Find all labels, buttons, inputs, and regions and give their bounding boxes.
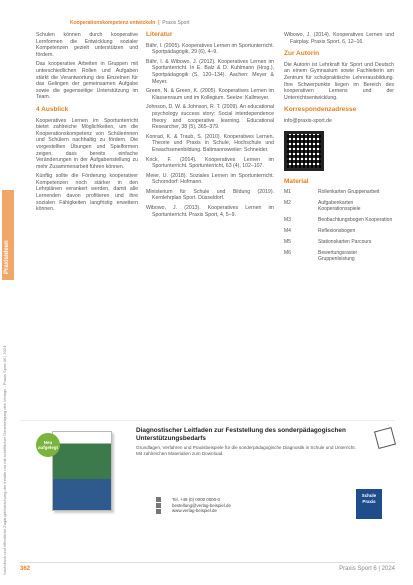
reference-item: Bähr, I. & Wibowo, J. (2012). Kooperatives Lernen im Sportunterricht. In E. Balz & D. Kuhlmann (Hrsg.), Sportpädagogik (S. 120–134). Aachen: Meyer & Meyer. <box>146 58 274 85</box>
contact-email[interactable]: info@praxis-sport.de <box>284 117 332 124</box>
column-1 <box>36 32 138 216</box>
reference-item: Wibowo, J. (2013). Kooperatives Lernen im Sportunterricht. Praxis Sport, 4, 5–9. <box>146 205 274 218</box>
reference-item: Johnson, D. W. & Johnson, R. T. (2009). An educational psychology success story: Social interdependence theory and cooperative learning. Educational Researcher, 38 (5), 365–379. <box>146 104 274 131</box>
material-item <box>284 250 394 262</box>
journal-issue: Praxis Sport 6 | 2024 <box>339 566 395 572</box>
intro-paragraph: Das kooperative Arbeiten in Gruppen mit unterschiedlichen Rollen und Aufgaben stärkt die Verantwortung des Einzelnen für das Gelingen der gemeinsamen Aufgabe sowie die gegenseitige Unterstützung im Team. <box>36 61 138 101</box>
material-title: Stationskarten Parcours <box>318 239 372 246</box>
section-heading-material: Material <box>284 177 309 185</box>
material-title: Bewertungsraster Gruppenleistung <box>318 250 358 263</box>
ad-website[interactable]: www.verlag-beispiel.de <box>172 508 217 514</box>
side-copyright-text: Nachdruck und öffentliche Zugänglichmachung der Inhalte nur mit schriftlicher Genehmigung des Verlags - Praxis Sport 06 | 2024 <box>2 345 7 575</box>
section-tab-label: Praxisideen <box>4 240 10 274</box>
page-number: 362 <box>20 566 31 572</box>
material-item <box>284 217 394 223</box>
author-bio: Die Autorin ist Lehrkraft für Sport und Deutsch an einem Gymnasium sowie Fachleiterin am Zentrum für schulpraktische Lehrerausbildung. Ihre Schwerpunkte liegen im Bereich des kooperativen Lernens und der Unterrichtsentwicklung. <box>284 61 394 101</box>
web-icon <box>156 509 161 514</box>
material-item <box>284 228 394 234</box>
reference-item: Ministerium für Schule und Bildung (2019). Kernlehrplan Sport. Düsseldorf. <box>146 188 274 202</box>
section-heading-korrespondenz: Korrespondenzadresse <box>284 106 357 114</box>
material-title: Rollenkarten Gruppenarbeit <box>318 189 380 196</box>
reference-item: Wibowo, J. (2014). Kooperatives Lernen und Fairplay. Praxis Sport, 6, 12–16. <box>284 32 394 45</box>
new-edition-badge: Neu aufgelegt <box>36 433 60 457</box>
ad-description: Grundlagen, Verfahren und Praxisbeispiele für die sonderpädagogische Diagnostik in Schule und Unterricht. Mit zahlreichen Materialien zum Download. <box>136 445 356 456</box>
reference-item: Konrad, K. & Traub, S. (2010). Kooperatives Lernen. Theorie und Praxis in Schule, Hochschule und Erwachsenenbildung. Baltmannsweiler: Schneider. <box>146 133 274 153</box>
phone-icon <box>156 497 161 502</box>
qr-code-icon[interactable] <box>284 131 324 171</box>
reference-item: Green, N. & Green, K. (2005). Kooperatives Lernen im Klassenraum und im Kollegium. Seelze: Kallmeyer. <box>146 88 274 101</box>
material-item <box>284 200 394 212</box>
section-heading-autorin: Zur Autorin <box>284 50 320 58</box>
material-code: M6 <box>284 250 291 257</box>
body-paragraph: Kooperatives Lernen im Sportunterricht bietet zahlreiche Möglichkeiten, um die Kooperationskompetenz von Schülerinnen und Schülern nachhaltig zu fördern. Die vorgestellten Übungen und Spielformen zeigen, dass bereits einfache Veränderungen in der Aufgabenstellung zu mehr Zusammenarbeit führen können. <box>36 117 138 170</box>
ad-contact <box>172 497 342 514</box>
form-icon <box>374 427 396 449</box>
section-heading-ausblick: 4 Ausblick <box>36 105 69 113</box>
mail-icon <box>156 503 161 508</box>
ad-email[interactable]: bestellung@verlag-beispiel.de <box>172 502 231 508</box>
ad-phone: Tel. +49 (0) 0000 0000-0 <box>172 497 220 502</box>
material-item <box>284 239 394 245</box>
advertisement <box>20 420 395 528</box>
column-3 <box>284 32 394 267</box>
publisher-logo: Schule Praxis <box>356 489 382 519</box>
ad-title: Diagnostischer Leitfaden zur Feststellung des sonderpädagogischen Unterstützungsbedarfs <box>136 427 346 442</box>
page-header: Kooperationskompetenz entwickeln | Praxis Sport <box>70 20 190 26</box>
intro-paragraph: Schulen können durch kooperative Lernformen die Entwicklung sozialer Kompetenzen gezielt unterstützen und fördern. <box>36 32 138 58</box>
body-paragraph: Künftig sollte die Förderung kooperativer Kompetenzen noch stärker in den Lehrplänen verankert werden, damit alle Lernenden davon profitieren und ihre sozialen Fähigkeiten langfristig erweitern können. <box>36 173 138 213</box>
material-code: M4 <box>284 228 291 235</box>
reference-item: Bähr, I. (2005). Kooperatives Lernen im Sportunterricht. Sportpädagogik, 29 (6), 4–9. <box>146 42 274 56</box>
header-issue: Praxis Sport <box>162 20 190 26</box>
side-copyright <box>0 0 14 585</box>
material-item <box>284 189 394 195</box>
material-title: Reflexionsbogen <box>318 228 356 235</box>
section-heading-literatur: Literatur <box>146 31 173 38</box>
material-code: M5 <box>284 239 291 246</box>
material-code: M2 <box>284 200 291 207</box>
reference-item: Krick, F. (2014). Kooperatives Lernen im Sportunterricht. Sportunterricht, 63 (4), 102–107. <box>146 156 274 170</box>
header-title: Kooperationskompetenz entwickeln <box>70 20 156 26</box>
book-cover-icon <box>52 431 112 511</box>
column-2 <box>146 32 274 221</box>
section-tab <box>2 190 14 280</box>
material-title: Aufgabenkarten Kooperationsspiele <box>318 200 361 213</box>
material-code: M1 <box>284 189 291 196</box>
page-footer <box>20 562 395 572</box>
contact-icons <box>156 497 166 515</box>
material-code: M3 <box>284 217 291 224</box>
material-title: Beobachtungsbogen Kooperation <box>318 217 393 224</box>
reference-item: Meier, U. (2018). Soziales Lernen im Sportunterricht. Schorndorf: Hofmann. <box>146 172 274 186</box>
